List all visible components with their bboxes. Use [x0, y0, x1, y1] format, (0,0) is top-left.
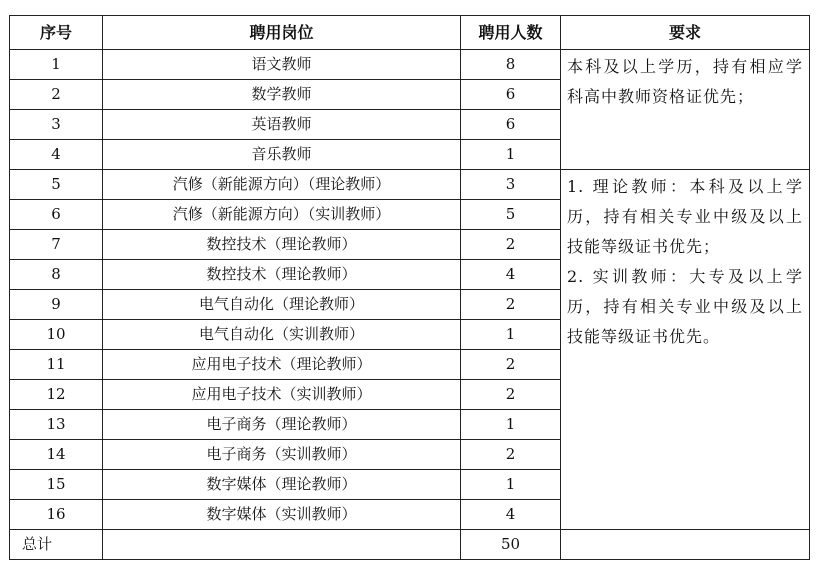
- row-index: 7: [10, 230, 103, 260]
- row-count: 4: [461, 500, 561, 530]
- row-position: 音乐教师: [103, 140, 461, 170]
- row-position: 数控技术（理论教师）: [103, 230, 461, 260]
- row-count: 2: [461, 230, 561, 260]
- row-count: 2: [461, 350, 561, 380]
- row-count: 6: [461, 80, 561, 110]
- total-row: [10, 530, 810, 560]
- row-index: 3: [10, 110, 103, 140]
- row-index: 1: [10, 50, 103, 80]
- row-index: 9: [10, 290, 103, 320]
- row-count: 1: [461, 140, 561, 170]
- recruitment-table: [9, 15, 810, 560]
- row-count: 5: [461, 200, 561, 230]
- row-index: 10: [10, 320, 103, 350]
- row-count: 3: [461, 170, 561, 200]
- row-count: 8: [461, 50, 561, 80]
- row-position: 英语教师: [103, 110, 461, 140]
- row-position: 应用电子技术（理论教师）: [103, 350, 461, 380]
- row-position: 数字媒体（实训教师）: [103, 500, 461, 530]
- row-position: 语文教师: [103, 50, 461, 80]
- row-position: 电子商务（实训教师）: [103, 440, 461, 470]
- row-count: 6: [461, 110, 561, 140]
- row-count: 4: [461, 260, 561, 290]
- requirement-group-1: [561, 50, 810, 170]
- total-count: 50: [461, 530, 561, 560]
- row-position: 数控技术（理论教师）: [103, 260, 461, 290]
- row-position: 数学教师: [103, 80, 461, 110]
- header-row: [10, 16, 810, 50]
- row-position: 电子商务（理论教师）: [103, 410, 461, 440]
- row-position: 汽修（新能源方向）（理论教师）: [103, 170, 461, 200]
- row-index: 15: [10, 470, 103, 500]
- row-index: 11: [10, 350, 103, 380]
- row-index: 8: [10, 260, 103, 290]
- row-position: 电气自动化（实训教师）: [103, 320, 461, 350]
- header-index: 序号: [10, 16, 103, 50]
- row-count: 1: [461, 410, 561, 440]
- row-position: 电气自动化（理论教师）: [103, 290, 461, 320]
- row-index: 16: [10, 500, 103, 530]
- header-count: 聘用人数: [461, 16, 561, 50]
- header-requirement: 要求: [561, 16, 810, 50]
- total-label: 总计: [10, 530, 103, 560]
- row-index: 4: [10, 140, 103, 170]
- row-position: 数字媒体（理论教师）: [103, 470, 461, 500]
- table-row: [10, 50, 810, 80]
- row-index: 12: [10, 380, 103, 410]
- table-row: [10, 170, 810, 200]
- row-index: 5: [10, 170, 103, 200]
- requirement-text-2-1: 1. 理论教师：本科及以上学历，持有相关专业中级及以上技能等级证书优先；: [567, 177, 803, 256]
- row-count: 1: [461, 320, 561, 350]
- row-position: 应用电子技术（实训教师）: [103, 380, 461, 410]
- row-count: 2: [461, 440, 561, 470]
- row-index: 6: [10, 200, 103, 230]
- requirement-text-1: 本科及以上学历，持有相应学科高中教师资格证优先；: [567, 57, 803, 106]
- requirement-group-2: [561, 170, 810, 530]
- total-empty: [103, 530, 461, 560]
- row-position: 汽修（新能源方向）（实训教师）: [103, 200, 461, 230]
- row-count: 1: [461, 470, 561, 500]
- row-index: 13: [10, 410, 103, 440]
- header-position: 聘用岗位: [103, 16, 461, 50]
- row-count: 2: [461, 380, 561, 410]
- total-requirement-empty: [561, 530, 810, 560]
- row-index: 2: [10, 80, 103, 110]
- requirement-text-2-2: 2. 实训教师：大专及以上学历，持有相关专业中级及以上技能等级证书优先。: [567, 267, 803, 346]
- row-index: 14: [10, 440, 103, 470]
- row-count: 2: [461, 290, 561, 320]
